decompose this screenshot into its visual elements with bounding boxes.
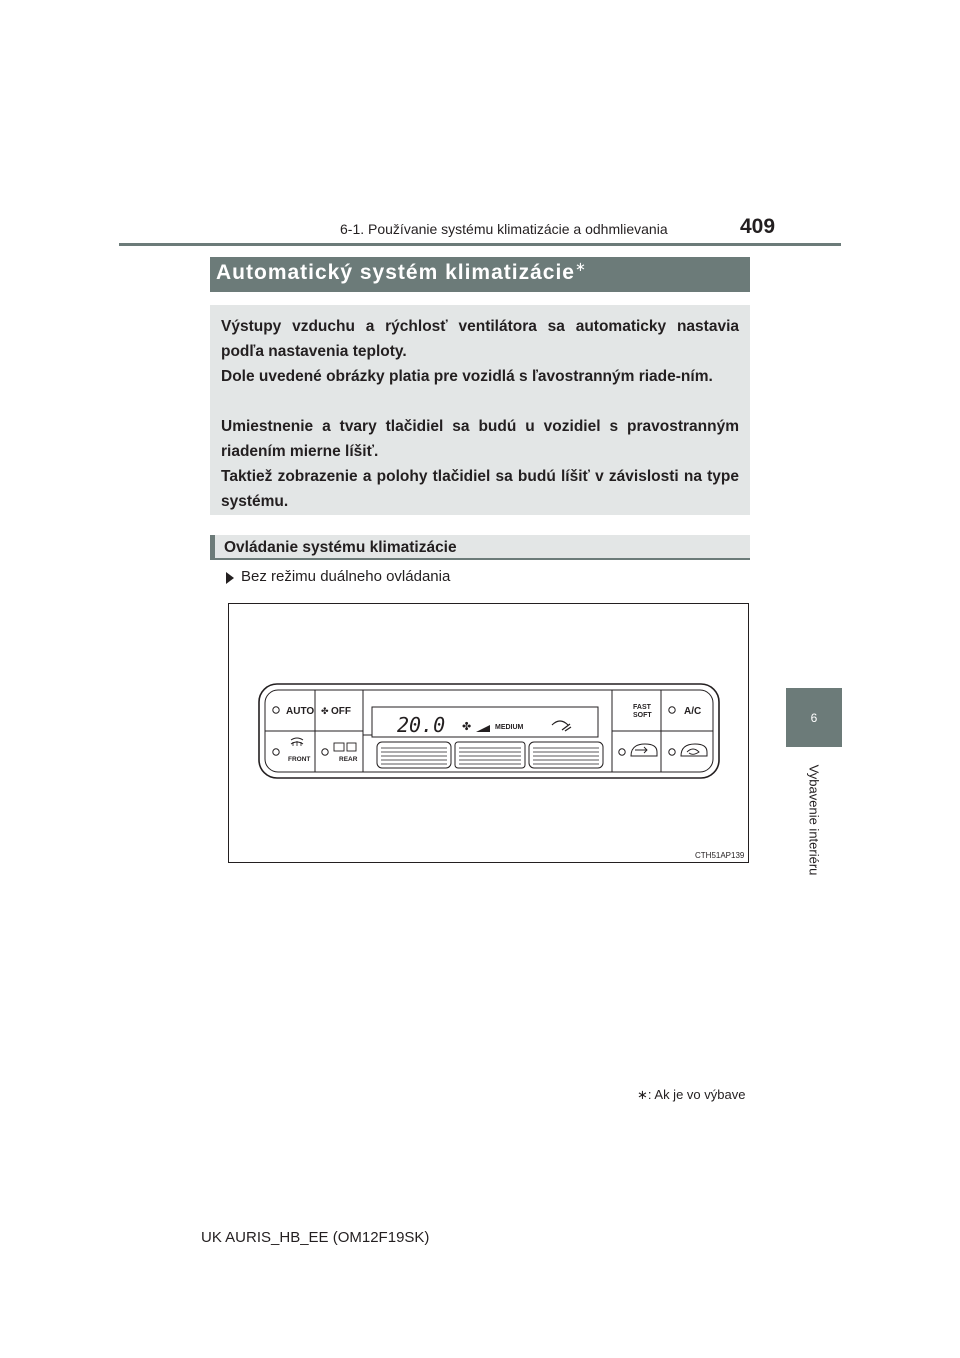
- off-button-label: OFF: [331, 706, 351, 717]
- header-divider: [119, 243, 841, 246]
- section-title: [216, 261, 587, 285]
- climate-panel-figure: [228, 603, 749, 863]
- auto-button-label: AUTO: [286, 706, 315, 717]
- intro-paragraph: Výstupy vzduchu a rýchlosť ventilátora sa automaticky nastavia podľa nastavenia teploty.: [221, 318, 739, 360]
- bullet-arrow-icon: [226, 572, 234, 584]
- bullet-text: Bez režimu duálneho ovládania: [241, 568, 451, 585]
- optional-mark: ∗: [574, 259, 587, 274]
- climate-control-panel-illustration: [229, 604, 748, 862]
- fan-speed-icon: ✤: [462, 720, 472, 733]
- running-header: 6-1. Používanie systému klimatizácie a odhmlievania: [340, 221, 668, 237]
- page-number: 409: [740, 215, 776, 238]
- footnote: ∗: Ak je vo výbave: [637, 1087, 746, 1102]
- intro-paragraph: Taktiež zobrazenie a polohy tlačidiel sa budú líšiť v závislosti na type systému.: [221, 468, 739, 510]
- section-title-text: Automatický systém klimatizácie: [216, 261, 575, 284]
- rear-label: REAR: [339, 756, 358, 763]
- figure-code: CTH51AP139: [695, 851, 745, 860]
- fan-icon: ✤: [321, 707, 329, 717]
- intro-paragraph: Dole uvedené obrázky platia pre vozidlá s ľavostranným riade-ním.: [221, 368, 713, 385]
- ac-button-label: A/C: [684, 706, 702, 717]
- fan-mode-label: MEDIUM: [495, 724, 524, 731]
- document-code-footer: UK AURIS_HB_EE (OM12F19SK): [201, 1229, 430, 1246]
- intro-box: [210, 305, 750, 515]
- chapter-tab[interactable]: 6: [786, 688, 842, 747]
- fast-label: FAST: [633, 704, 651, 711]
- chapter-title: Vybavenie interiéru: [806, 764, 822, 875]
- soft-label: SOFT: [633, 712, 652, 719]
- intro-paragraph: Umiestnenie a tvary tlačidiel sa budú u vozidiel s pravostranným riadením mierne líšiť.: [221, 418, 739, 460]
- subsection-heading-marker: [210, 535, 215, 560]
- chapter-title-vertical: [786, 752, 842, 887]
- front-label: FRONT: [288, 756, 311, 763]
- temperature-display: 20.0: [397, 713, 446, 737]
- subsection-heading: Ovládanie systému klimatizácie: [224, 539, 457, 556]
